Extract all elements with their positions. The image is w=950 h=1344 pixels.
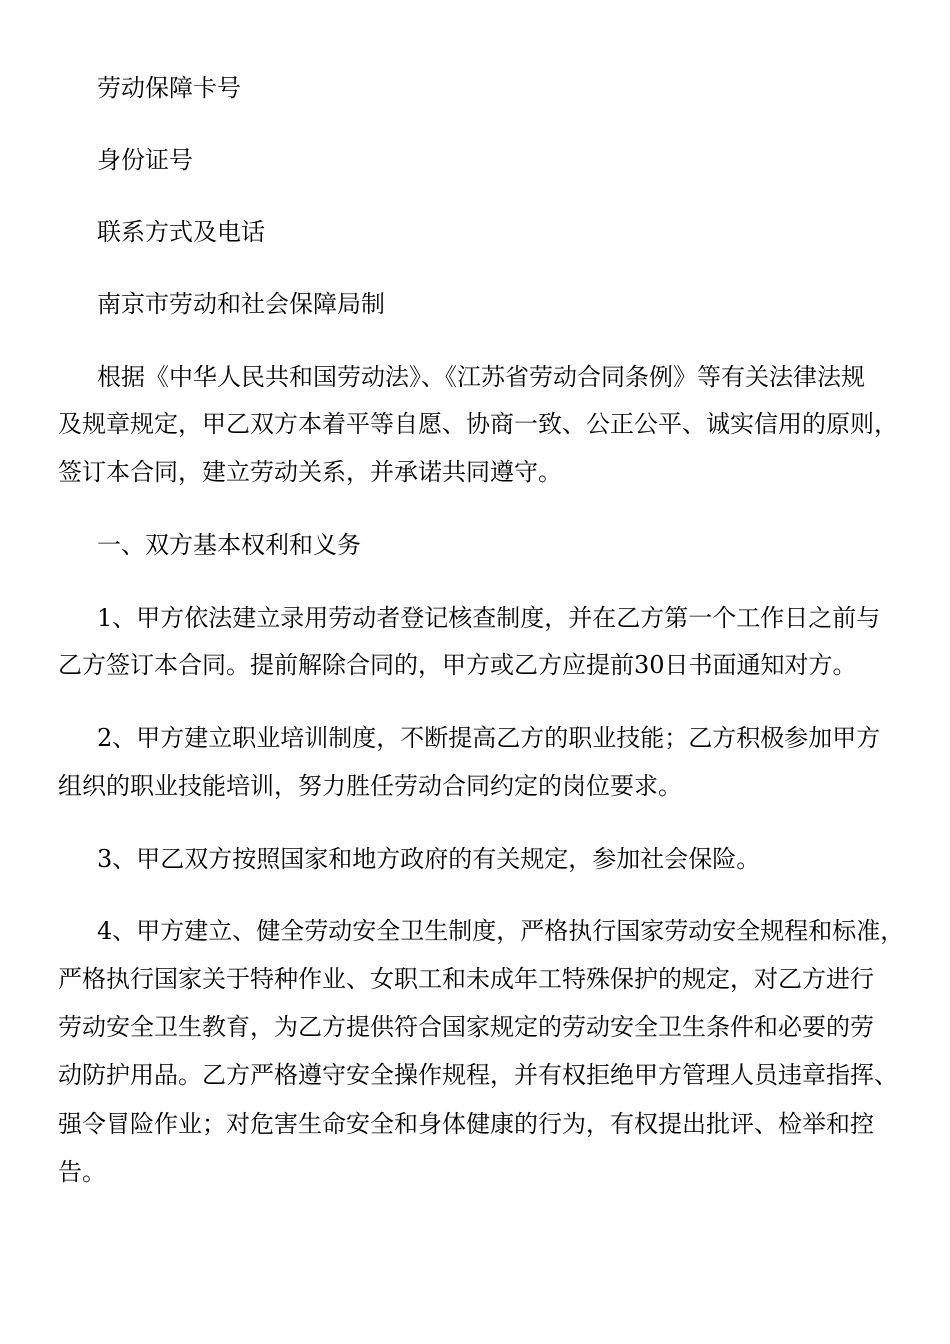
labor-security-card-field: 劳动保障卡号 [97, 74, 241, 102]
issuer-line: 南京市劳动和社会保障局制 [97, 290, 385, 318]
section-heading: 一、双方基本权利和义务 [97, 531, 361, 559]
paragraph-line: 3、甲乙双方按照国家和地方政府的有关规定，参加社会保险。 [97, 845, 761, 873]
paragraph-line: 2、甲方建立职业培训制度，不断提高乙方的职业技能；乙方积极参加甲方 [97, 724, 881, 752]
contact-phone-field: 联系方式及电话 [97, 218, 265, 246]
paragraph-line: 4、甲方建立、健全劳动安全卫生制度，严格执行国家劳动安全规程和标准， [97, 917, 905, 945]
paragraph-line: 签订本合同，建立劳动关系，并承诺共同遵守。 [58, 458, 562, 486]
paragraph-line: 劳动安全卫生教育，为乙方提供符合国家规定的劳动安全卫生条件和必要的劳 [58, 1013, 874, 1041]
paragraph-line: 及规章规定，甲乙双方本着平等自愿、协商一致、公正公平、诚实信用的原则， [58, 410, 898, 438]
paragraph-line: 组织的职业技能培训，努力胜任劳动合同约定的岗位要求。 [58, 772, 682, 800]
paragraph-line: 根据《中华人民共和国劳动法》、《江苏省劳动合同条例》等有关法律法规 [97, 363, 865, 391]
id-number-field: 身份证号 [97, 146, 193, 174]
paragraph-line: 1、甲方依法建立录用劳动者登记核查制度，并在乙方第一个工作日之前与 [97, 604, 881, 632]
paragraph-line: 告。 [58, 1158, 106, 1186]
paragraph-line: 乙方签订本合同。提前解除合同的，甲方或乙方应提前30日书面通知对方。 [58, 651, 857, 679]
paragraph-line: 强令冒险作业；对危害生命安全和身体健康的行为，有权提出批评、检举和控 [58, 1110, 874, 1138]
paragraph-line: 严格执行国家关于特种作业、女职工和未成年工特殊保护的规定，对乙方进行 [58, 965, 874, 993]
paragraph-line: 动防护用品。乙方严格遵守安全操作规程，并有权拒绝甲方管理人员违章指挥、 [58, 1061, 898, 1089]
